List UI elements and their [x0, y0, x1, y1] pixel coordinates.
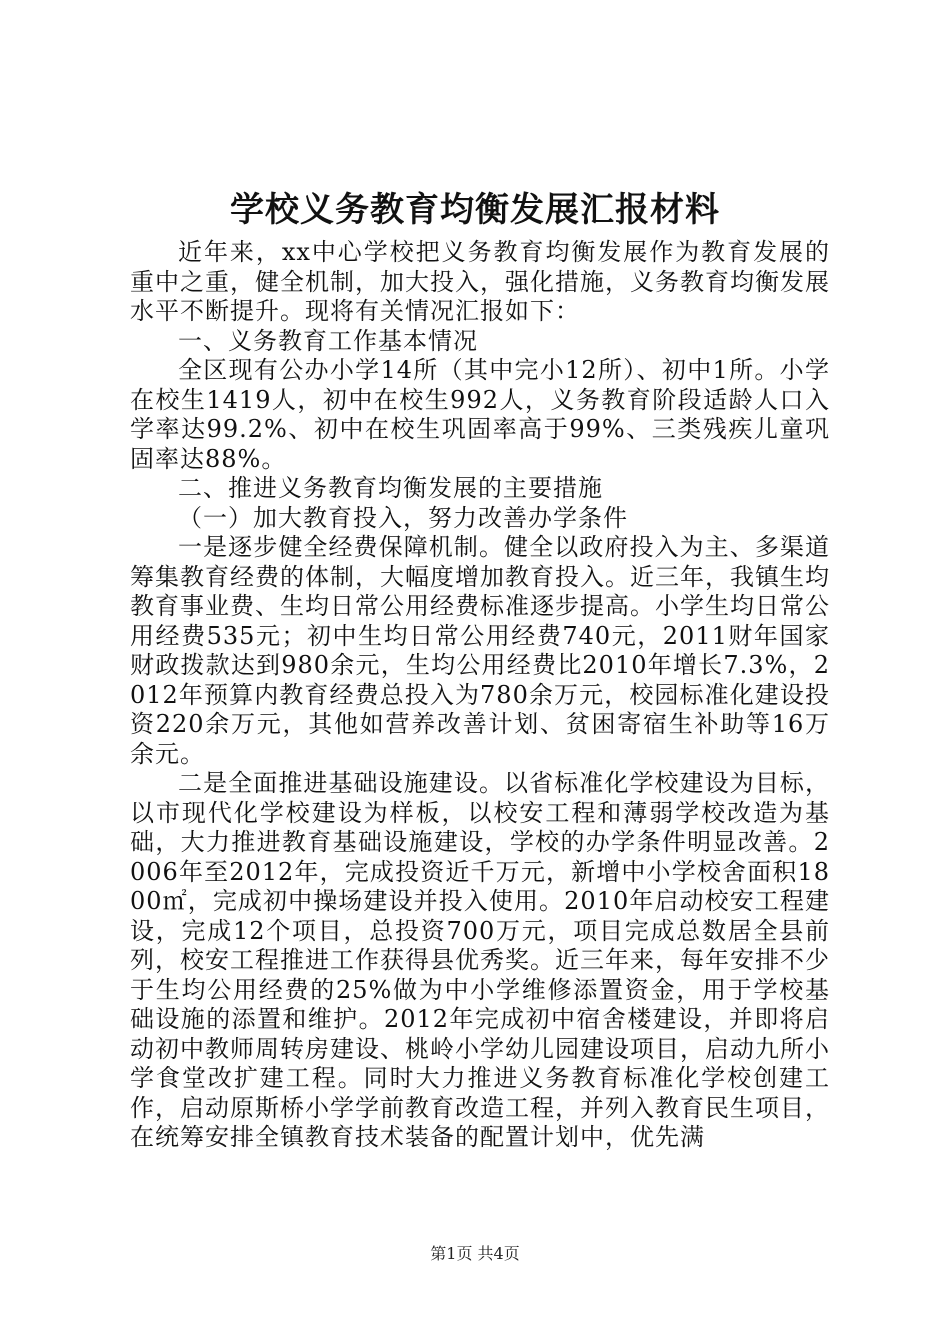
section-heading-1: 一、义务教育工作基本情况: [178, 326, 478, 355]
document-title: 学校义务教育均衡发展汇报材料: [230, 190, 720, 230]
basic-situation-paragraph: 全区现有公办小学14所（其中完小12所）、初中1所。小学在校生1419人，初中在校生992人，义务教育阶段适龄人口入学率达99.2%、初中在校生巩固率高于99%、三类残疾儿童巩固率达88%。: [130, 356, 830, 473]
intro-paragraph: 近年来，xx中心学校把义务教育均衡发展作为教育发展的重中之重，健全机制，加大投入，强化措施，义务教育均衡发展水平不断提升。现将有关情况汇报如下：: [130, 238, 830, 325]
section-heading-2: 二、推进义务教育均衡发展的主要措施: [178, 474, 603, 502]
page-footer: 第1页 共4页: [430, 1244, 520, 1263]
document-body: [130, 238, 830, 1153]
funding-paragraph: 一是逐步健全经费保障机制。健全以政府投入为主、多渠道筹集教育经费的体制，大幅度增加教育投入。近三年，我镇生均教育事业费、生均日常公用经费标准逐步提高。小学生均日常公用经费535元；初中生均日常公用经费740元，2011财年国家财政拨款达到980余元，生均公用经费比2010年增长7.3%，2012年预算内教育经费总投入为780余万元，校园标准化建设投资220余万元，其他如营养改善计划、贫困寄宿生补助等16万余元。: [130, 533, 830, 768]
subsection-heading-1: （一）加大教育投入，努力改善办学条件: [178, 503, 628, 532]
infrastructure-paragraph: 二是全面推进基础设施建设。以省标准化学校建设为目标，以市现代化学校建设为样板，以校安工程和薄弱学校改造为基础，大力推进教育基础设施建设，学校的办学条件明显改善。2006年至2012年，完成投资近千万元，新增中小学校舍面积1800㎡，完成初中操场建设并投入使用。2010年启动校安工程建设，完成12个项目，总投资700万元，项目完成总数居全县前列，校安工程推进工作获得县优秀奖。近三年来，每年安排不少于生均公用经费的25%做为中小学维修添置资金，用于学校基础设施的添置和维护。2012年完成初中宿舍楼建设，并即将启动初中教师周转房建设、桃岭小学幼儿园建设项目，启动九所小学食堂改扩建工程。同时大力推进义务教育标准化学校创建工作，启动原斯桥小学学前教育改造工程，并列入教育民生项目，在统筹安排全镇教育技术装备的配置计划中，优先满: [130, 769, 830, 1151]
